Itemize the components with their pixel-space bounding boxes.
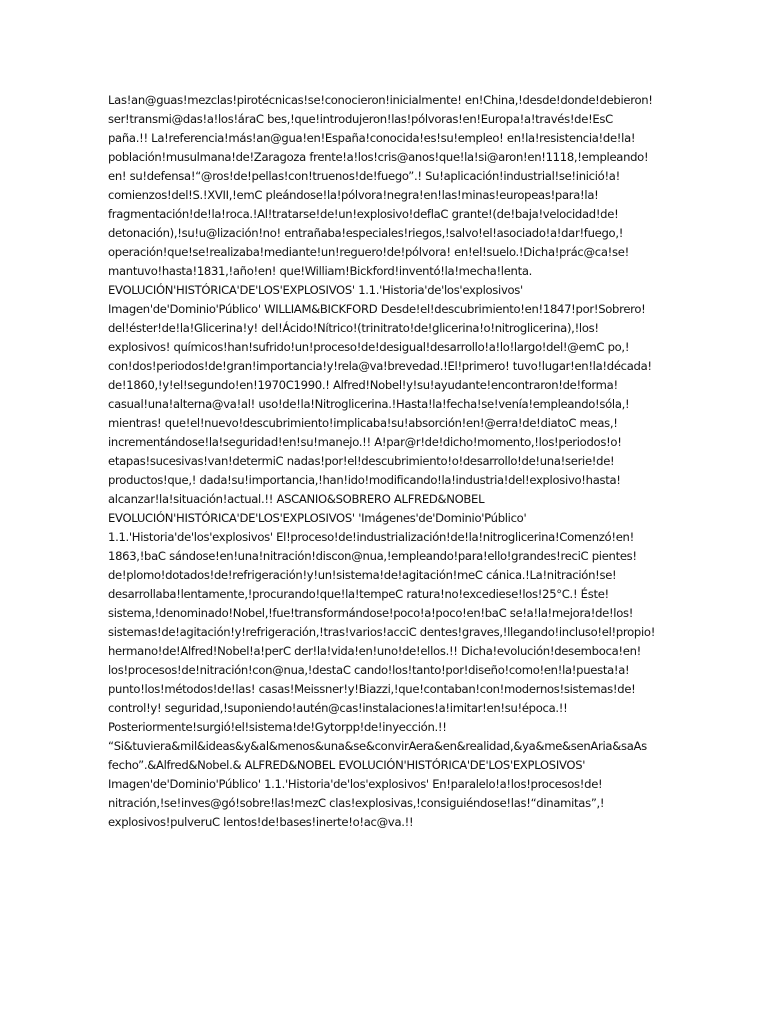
text-line: EVOLUCIÓN'HISTÓRICA'DE'LOS'EXPLOSIVOS' 'Imágenes'de'Dominio'Público' [108, 511, 527, 525]
text-line: ser!transmi@das!a!los!áraC bes,!que!introdujeron!las!pólvoras!en!Europa!a!través!de!EsC [108, 112, 613, 126]
text-line: punto!los!métodos!de!las! casas!Meissner!y!Biazzi,!que!contaban!con!modernos!sistemas!de! [108, 682, 636, 696]
text-line: control!y! seguridad,!suponiendo!autén@cas!instalaciones!a!imitar!en!su!época.!! [108, 701, 568, 715]
text-line: casual!una!alterna@va!al! uso!de!la!Nitroglicerina.!Hasta!la!fecha!se!venía!empleando!sóla,! [108, 397, 630, 411]
text-line: explosivos!pulveruC lentos!de!bases!inerte!o!ac@va.!! [108, 815, 414, 829]
text-line: detonación),!su!u@lización!no! entrañaba!especiales!riegos,!salvo!el!asociado!a!dar!fuego,! [108, 226, 624, 240]
text-line: nitración,!se!inves@gó!sobre!las!mezC clas!explosivas,!consiguiéndose!las!“dinamitas”,! [108, 796, 605, 810]
text-line: 1863,!baC sándose!en!una!nitración!discon@nua,!empleando!para!ello!grandes!reciC pientes! [108, 549, 637, 563]
text-line: paña.!! La!referencia!más!an@gua!en!España!conocida!es!su!empleo! en!la!resistencia!de!la! [108, 131, 636, 145]
text-line: los!procesos!de!nitración!con@nua,!destaC cando!los!tanto!por!diseño!como!en!la!puesta!a! [108, 663, 630, 677]
text-line: mantuvo!hasta!1831,!año!en! que!William!Bickford!inventó!la!mecha!lenta. [108, 264, 533, 278]
text-line: 1.1.'Historia'de'los'explosivos' El!proceso!de!industrialización!de!la!nitroglicerina!Comenzó!en! [108, 530, 634, 544]
text-line: productos!que,! dada!su!importancia,!han!ido!modificando!la!industria!del!explosivo!hasta! [108, 473, 621, 487]
body-text [108, 91, 708, 832]
text-line: alcanzar!la!situación!actual.!! ASCANIO&SOBRERO ALFRED&NOBEL [108, 492, 485, 506]
text-line: Imagen'de'Dominio'Público' WILLIAM&BICKFORD Desde!el!descubrimiento!en!1847!por!Sobrero! [108, 302, 646, 316]
text-line: Posteriormente!surgió!el!sistema!de!Gytorpp!de!inyección.!! [108, 720, 447, 734]
text-line: fecho”.&Alfred&Nobel.& ALFRED&NOBEL EVOLUCIÓN'HISTÓRICA'DE'LOS'EXPLOSIVOS' [108, 758, 586, 772]
text-line: etapas!sucesivas!van!determiC nadas!por!el!descubrimiento!o!desarrollo!de!una!serie!de! [108, 454, 615, 468]
text-line: desarrollaba!lentamente,!procurando!que!la!tempeC ratura!no!excediese!los!25°C.! Éste! [108, 587, 609, 601]
text-line: de!plomo!dotados!de!refrigeración!y!un!sistema!de!agitación!meC cánica.!La!nitración!se! [108, 568, 617, 582]
text-line: sistemas!de!agitación!y!refrigeración,!tras!varios!acciC dentes!graves,!llegando!incluso!el!propio! [108, 625, 656, 639]
text-line: fragmentación!de!la!roca.!Al!tratarse!de!un!explosivo!deflaC grante!(de!baja!velocidad!de! [108, 207, 619, 221]
text-line: EVOLUCIÓN'HISTÓRICA'DE'LOS'EXPLOSIVOS' 1.1.'Historia'de'los'explosivos' [108, 283, 523, 297]
text-line: del!éster!de!la!Glicerina!y! del!Ácido!Nítrico!(trinitrato!de!glicerina!o!nitroglicerina),!los! [108, 321, 599, 335]
text-line: en! su!defensa!“@ros!de!pellas!con!truenos!de!fuego”.! Su!aplicación!industrial!se!inició!a! [108, 169, 620, 183]
text-line: comienzos!del!S.!XVII,!emC pleándose!la!pólvora!negra!en!las!minas!europeas!para!la! [108, 188, 599, 202]
text-line: “Si&tuviera&mil&ideas&y&al&menos&una&se&convirAera&en&realidad,&ya&me&senAria&saAs [108, 739, 647, 753]
text-line: Imagen'de'Dominio'Público' 1.1.'Historia'de'los'explosivos' En!paralelo!a!los!procesos!de! [108, 777, 603, 791]
text-line: explosivos! químicos!han!sufrido!un!proceso!de!desigual!desarrollo!a!lo!largo!del!@emC po,! [108, 340, 630, 354]
text-line: hermano!de!Alfred!Nobel!a!perC der!la!vida!en!uno!de!ellos.!! Dicha!evolución!desemboca!en! [108, 644, 641, 658]
text-line: sistema,!denominado!Nobel,!fue!transformándose!poco!a!poco!en!baC se!a!la!mejora!de!los! [108, 606, 634, 620]
text-line: mientras! que!el!nuevo!descubrimiento!implicaba!su!absorción!en!@erra!de!diatoC meas,! [108, 416, 618, 430]
text-line: operación!que!se!realizaba!mediante!un!reguero!de!pólvora! en!el!suelo.!Dicha!prác@ca!se! [108, 245, 629, 259]
text-line: de!1860,!y!el!segundo!en!1970C1990.! Alfred!Nobel!y!su!ayudante!encontraron!de!forma! [108, 378, 618, 392]
text-line: Las!an@guas!mezclas!pirotécnicas!se!conocieron!inicialmente! en!China,!desde!donde!debieron! [108, 93, 653, 107]
text-line: con!dos!periodos!de!gran!importancia!y!rela@va!brevedad.!El!primero! tuvo!lugar!en!la!década! [108, 359, 652, 373]
text-line: incrementándose!la!seguridad!en!su!manejo.!! A!par@r!de!dicho!momento,!los!periodos!o! [108, 435, 622, 449]
text-line: población!musulmana!de!Zaragoza frente!a!los!cris@anos!que!la!si@aron!en!1118,!empleando! [108, 150, 649, 164]
